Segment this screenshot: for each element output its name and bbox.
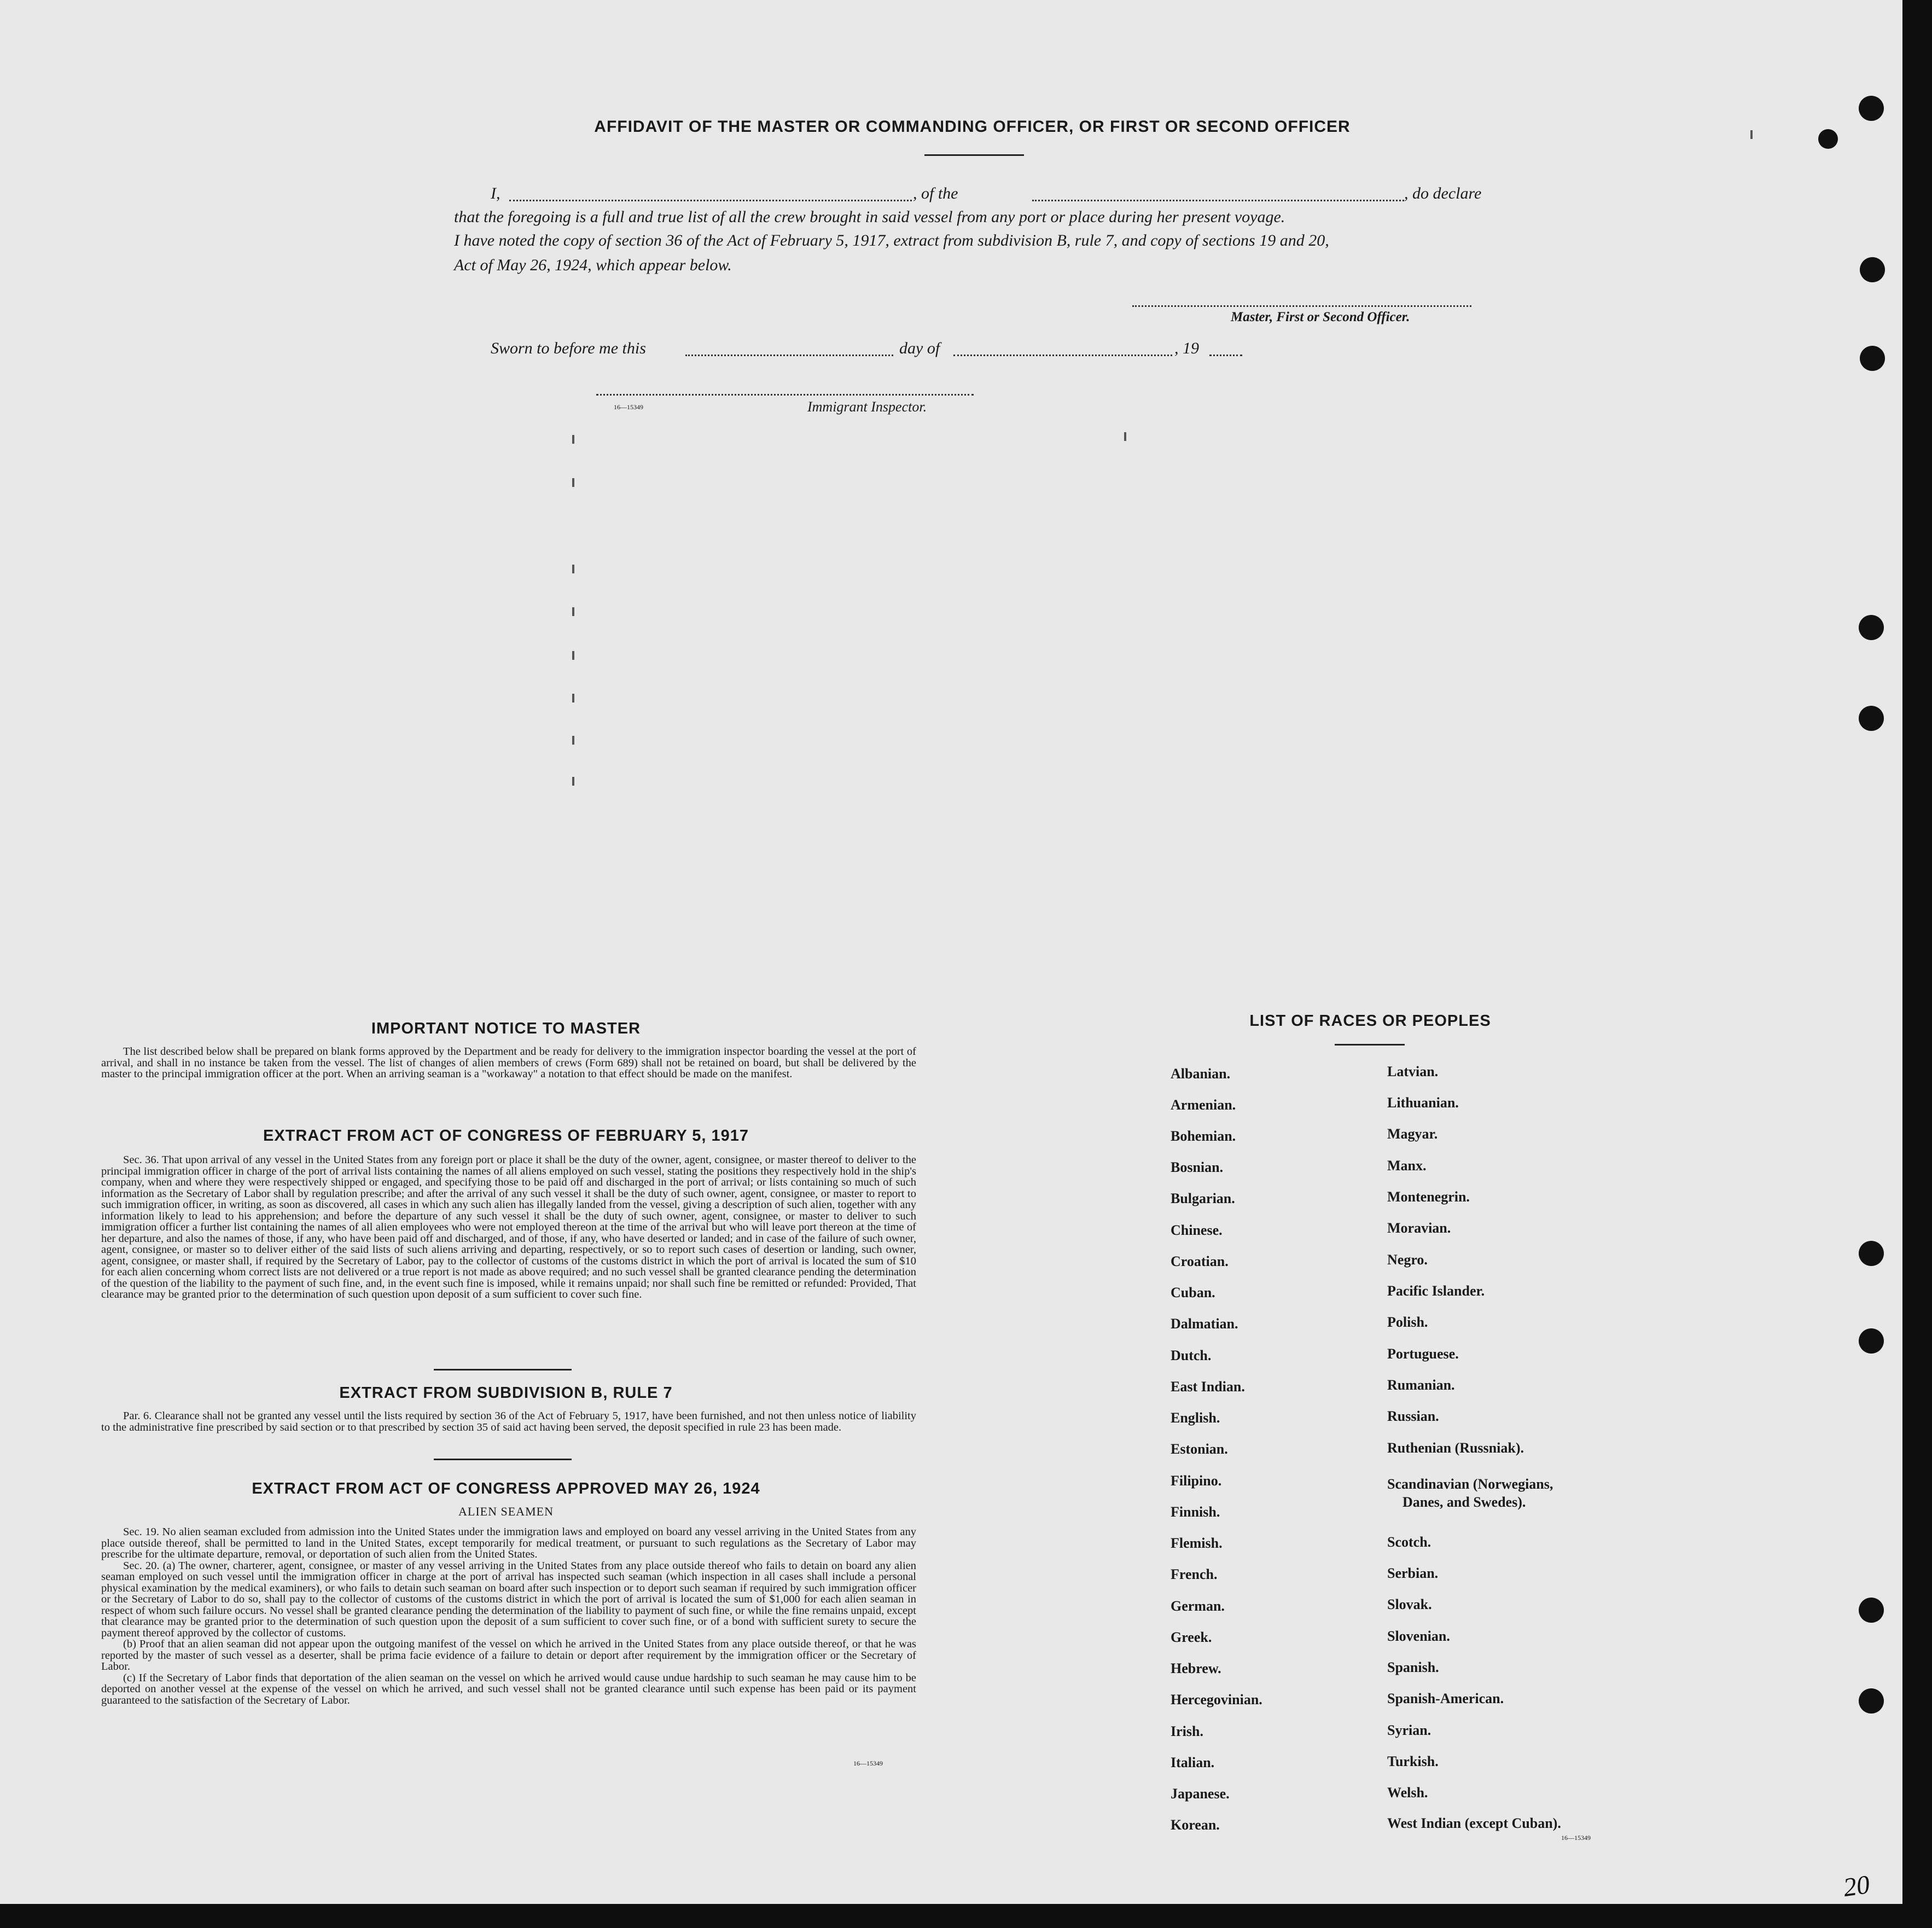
race-item: Japanese. (1171, 1786, 1230, 1802)
notice-paragraph: The list described below shall be prepared on blank forms approved by the Department and be ready for delivery to the immigration inspector boarding the vessel at the port of arrival, and shall in no instance be taken from the vessel. The list of changes of alien members of crews (Form 689) shall not be retained on board, but shall be delivered by the master to the principal immigration officer at the port. When an arriving seaman is a "workaway" a notation to that effect should be made on the manifest. (101, 1046, 916, 1080)
binder-hole (1859, 706, 1884, 731)
race-item: Russian. (1387, 1408, 1439, 1424)
sworn-day-field[interactable] (685, 355, 893, 356)
sec20a-paragraph: Sec. 20. (a) The owner, charterer, agent, consignee, or master of any vessel arriving in the United States from any place outside thereof who fails to detain on board any alien seaman employed on such vessel until the immigration officer in charge at the port of arrival has inspected such seaman (which inspection in all cases shall include a personal physical examination by the medical examiners), or who fails to detain such seaman on board after such inspection or to deport such seaman if required by such immigration officer or the Secretary of Labor to do so, shall pay to the collector of customs of the customs district in which the port of arrival is located the sum of $1,000 for each alien seaman in respect of whom such failure occurs. No vessel shall be granted clearance pending the determination of the liability to payment of such fine, or while the fine remains unpaid, except that clearance may be granted prior to the determination of such question upon the deposit of a sum sufficient to cover such fine, or of a bond with sufficient surety to secure the payment thereof approved by the collector of customs. (101, 1559, 916, 1639)
extract-rule7-text (101, 1410, 916, 1433)
race-item: Croatian. (1171, 1253, 1229, 1269)
race-item: Spanish-American. (1387, 1691, 1504, 1706)
race-item: Manx. (1387, 1158, 1427, 1174)
affidavit-line-1 (491, 184, 1530, 206)
notice-text (101, 1046, 916, 1080)
binder-hole (1859, 96, 1884, 121)
race-item: Slovenian. (1387, 1628, 1450, 1644)
races-title: LIST OF RACES OR PEOPLES (1249, 1012, 1491, 1030)
extract-rule7-title: EXTRACT FROM SUBDIVISION B, RULE 7 (339, 1384, 673, 1402)
extract-1924-text (101, 1526, 916, 1706)
binder-hole (1860, 257, 1885, 282)
binder-hole (1859, 1328, 1884, 1354)
race-item: Turkish. (1387, 1753, 1439, 1769)
extract-1924-title: EXTRACT FROM ACT OF CONGRESS APPROVED MAY 26, 1924 (252, 1480, 760, 1497)
race-item: Latvian. (1387, 1064, 1439, 1079)
race-item: Montenegrin. (1387, 1189, 1470, 1205)
race-item: Estonian. (1171, 1441, 1228, 1457)
scan-mark (572, 777, 574, 786)
vessel-name-field[interactable] (1032, 200, 1404, 201)
races-form-number: 16—15349 (1561, 1834, 1591, 1842)
scan-mark (572, 478, 574, 487)
scan-mark (572, 736, 574, 745)
race-item: Hebrew. (1171, 1660, 1221, 1676)
race-item: Greek. (1171, 1629, 1212, 1645)
race-item: East Indian. (1171, 1379, 1245, 1395)
sec20b-paragraph: (b) Proof that an alien seaman did not appear upon the outgoing manifest of the vessel on which he arrived in the United States from any place outside thereof, or that he was reported by the master of such vessel as a deserter, shall be prima facie evidence of a failure to detain or deport after requirement by the immigration officer or the Secretary of Labor. (101, 1638, 916, 1673)
race-item: Lithuanian. (1387, 1095, 1459, 1111)
binder-hole (1859, 1241, 1884, 1266)
affidavit-title: AFFIDAVIT OF THE MASTER OR COMMANDING OFFICER, OR FIRST OR SECOND OFFICER (594, 118, 1351, 136)
race-item: Scotch. (1387, 1534, 1431, 1550)
race-item: Welsh. (1387, 1785, 1428, 1801)
scan-mark (572, 694, 574, 702)
race-item: Ruthenian (Russniak). (1387, 1440, 1524, 1456)
race-item: Finnish. (1171, 1504, 1220, 1520)
extract-rule7-paragraph: Par. 6. Clearance shall not be granted any vessel until the lists required by section 36 of the Act of February 5, 1917, have been furnished, and not then unless notice of liability to the administrative fine prescribed by said section or to that prescribed by section 35 of said act having been served, the deposit specified in rule 23 has been made. (101, 1410, 916, 1433)
binder-hole (1860, 346, 1885, 371)
race-item: Portuguese. (1387, 1346, 1459, 1362)
inspector-signature-field[interactable] (596, 394, 974, 396)
affidavit-of-the-label: , of the (913, 184, 958, 202)
sworn-prefix: Sworn to before me this (491, 339, 646, 357)
race-item: Flemish. (1171, 1535, 1223, 1551)
race-item: Bulgarian. (1171, 1191, 1235, 1206)
race-item: Moravian. (1387, 1220, 1451, 1236)
race-item: Negro. (1387, 1252, 1428, 1268)
master-signature-label: Master, First or Second Officer. (1231, 310, 1410, 324)
sec20c-paragraph: (c) If the Secretary of Labor finds that deportation of the alien seaman on the vessel on which he arrived would cause undue hardship to such seaman he may cause him to be deported on another vessel at the expense of the vessel on which he arrived, and such vessel shall not be granted clearance until such expense has been paid or its payment guaranteed to the satisfaction of the Secretary of Labor. (101, 1671, 916, 1706)
master-signature-field[interactable] (1132, 305, 1471, 307)
race-item: Dutch. (1171, 1348, 1212, 1363)
race-item: Cuban. (1171, 1285, 1215, 1300)
sworn-month-field[interactable] (953, 355, 1172, 356)
extract-1917-text (101, 1154, 916, 1300)
sworn-line (491, 339, 1256, 361)
race-item: Pacific Islander. (1387, 1283, 1485, 1299)
sworn-year-field[interactable] (1209, 355, 1242, 356)
race-item: German. (1171, 1598, 1225, 1614)
race-item: Filipino. (1171, 1473, 1222, 1489)
scan-mark (1124, 432, 1126, 441)
affidavit-title-rule (924, 154, 1024, 156)
scan-mark (1750, 130, 1753, 139)
notice-title: IMPORTANT NOTICE TO MASTER (371, 1020, 641, 1037)
binder-hole (1859, 1598, 1884, 1623)
handwritten-note: 20 (1841, 1869, 1872, 1903)
race-item: Chinese. (1171, 1222, 1223, 1238)
extract-1917-title: EXTRACT FROM ACT OF CONGRESS OF FEBRUARY 5, 1917 (263, 1127, 749, 1145)
race-item: Spanish. (1387, 1659, 1439, 1675)
affidavit-i-label: I, (491, 184, 501, 202)
race-item: Slovak. (1387, 1596, 1432, 1612)
race-item: English. (1171, 1410, 1220, 1426)
race-item: Serbian. (1387, 1565, 1439, 1581)
extract-form-number: 16—15349 (853, 1759, 883, 1767)
race-item: Danes, and Swedes). (1403, 1494, 1526, 1510)
sworn-day-of-label: day of (899, 339, 940, 357)
races-title-rule (1335, 1044, 1405, 1046)
race-item: Korean. (1171, 1817, 1220, 1833)
inspector-label: Immigrant Inspector. (807, 399, 927, 415)
race-item: Syrian. (1387, 1722, 1431, 1738)
scan-mark (572, 565, 574, 573)
race-item: Scandinavian (Norwegians, (1387, 1476, 1553, 1492)
race-item: Italian. (1171, 1755, 1215, 1770)
section-divider (434, 1459, 572, 1460)
binder-hole (1859, 615, 1884, 640)
race-item: Magyar. (1387, 1126, 1438, 1142)
section-divider (434, 1369, 572, 1370)
affidavit-line-4: Act of May 26, 1924, which appear below. (454, 256, 732, 274)
race-item: West Indian (except Cuban). (1387, 1815, 1561, 1831)
race-item: Rumanian. (1387, 1377, 1455, 1393)
sworn-year-label: , 19 (1174, 339, 1199, 357)
affiant-name-field[interactable] (509, 200, 912, 201)
race-item: Dalmatian. (1171, 1316, 1238, 1332)
affidavit-form-number: 16—15349 (614, 403, 643, 411)
alien-seamen-subtitle: ALIEN SEAMEN (458, 1505, 554, 1518)
binder-hole (1818, 129, 1838, 149)
sec19-paragraph: Sec. 19. No alien seaman excluded from admission into the United States under the immigration laws and employed on board any vessel arriving in the United States from any place outside thereof, shall be permitted to land in the United States, except temporarily for medical treatment, or pursuant to such regulations as the Secretary of Labor may prescribe for the ultimate departure, removal, or deportation of such alien from the United States. (101, 1526, 916, 1560)
binder-hole (1859, 1688, 1884, 1714)
affidavit-line-2: that the foregoing is a full and true list of all the crew brought in said vessel from any port or place during her present voyage. (454, 208, 1285, 226)
race-item: Bosnian. (1171, 1159, 1224, 1175)
race-item: Hercegovinian. (1171, 1692, 1262, 1708)
affidavit-line-3: I have noted the copy of section 36 of the Act of February 5, 1917, extract from subdivision B, rule 7, and copy of sections 19 and 20, (454, 231, 1329, 249)
affidavit-do-declare-label: , do declare (1404, 184, 1482, 202)
scan-mark (572, 435, 574, 444)
race-item: Armenian. (1171, 1097, 1236, 1113)
scan-mark (572, 651, 574, 660)
scan-mark (572, 607, 574, 616)
race-item: French. (1171, 1566, 1218, 1582)
race-item: Albanian. (1171, 1066, 1231, 1082)
race-item: Polish. (1387, 1314, 1428, 1330)
race-item: Irish. (1171, 1723, 1203, 1739)
race-item: Bohemian. (1171, 1128, 1236, 1144)
extract-1917-paragraph: Sec. 36. That upon arrival of any vessel in the United States from any foreign port or place it shall be the duty of the owner, agent, consignee, or master thereof to deliver to the principal immigration officer in charge of the port of arrival lists containing the names of all aliens employed on such vessel, stating the positions they respectively hold in the ship's company, when and where they were respectively shipped or engaged, and specifying those to be paid off and discharged in the port of arrival; or lists containing so much of such information as the Secretary of Labor shall by regulation prescribe; and after the arrival of any such vessel it shall be the duty of such owner, agent, consignee, or master to report to such immigration officer, in writing, as soon as discovered, all cases in which any such alien has illegally landed from the vessel, giving a description of such alien, together with any information likely to lead to his apprehension; and before the departure of any such vessel it shall be the duty of such owner, agent, consignee, or master to deliver to such immigration officer a further list containing the names of all alien employees who were not employed thereon at the time of the arrival but who will leave port thereon at the time of her departure, and also the names of those, if any, who have been paid off and discharged, and of those, if any, who have deserted or landed; and in case of the failure of such owner, agent, consignee, or master so to deliver either of the said lists of such aliens arriving and departing, respectively, or so to report such cases of desertion or landing, such owner, agent, consignee, or master shall, if required by the Secretary of Labor, pay to the collector of customs of the customs district in which the port of arrival is located the sum of $10 for each alien concerning whom correct lists are not delivered or a true report is not made as above required; and no such vessel shall be granted clearance pending the determination of the question of the liability to the payment of such fine, and, in the event such fine is imposed, while it remains unpaid; nor shall such fine be remitted or refunded: Provided, That clearance may be granted prior to the determination of such question upon deposit of a sum sufficient to cover such fine. (101, 1154, 916, 1300)
